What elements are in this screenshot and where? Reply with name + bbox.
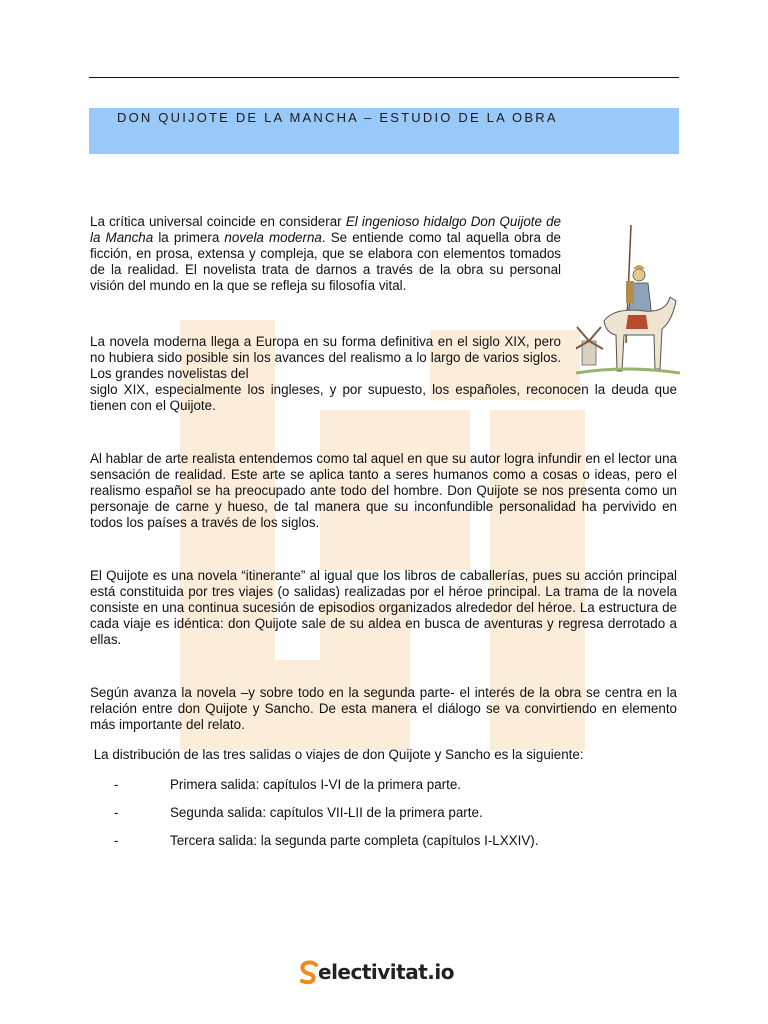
title-band <box>89 108 679 154</box>
paragraph-5: Según avanza la novela –y sobre todo en la segunda parte- el interés de la obra se centra en la relación entre don Quijote y Sancho. De esta manera el diálogo se va convirtiendo en elemento más importante del relato. <box>90 685 677 732</box>
salidas-list <box>90 777 677 861</box>
paragraph-3: Al hablar de arte realista entendemos como tal aquel en que su autor logra infundir en el lector una sensación de realidad. Este arte se aplica tanto a seres humanos como a cosas o ideas, pero el realismo español se ha preocupado ante todo del hombre. Don Quijote se nos presenta como un personaje de carne y hueso, de tal manera que su inconfundible personalidad ha pervivido en todos los países a través de los siglos. <box>90 451 677 530</box>
paragraph-6: La distribución de las tres salidas o viajes de don Quijote y Sancho es la siguiente: <box>90 747 584 762</box>
list-item-text: Primera salida: capítulos I-VI de la primera parte. <box>170 777 461 792</box>
page-title: DON QUIJOTE DE LA MANCHA – ESTUDIO DE LA OBRA <box>117 110 558 125</box>
paragraph-1-text-a: La crítica universal coincide en considerar <box>90 214 346 229</box>
list-bullet: - <box>114 833 119 848</box>
list-item <box>90 833 677 861</box>
book-title-italic: El ingenioso hidalgo Don Quijote de la Mancha <box>90 214 562 245</box>
logo-text: electivitat.io <box>318 960 454 984</box>
don-quijote-illustration <box>576 223 680 383</box>
selectivitat-s-mark-icon <box>298 959 320 985</box>
paragraph-4: El Quijote es una novela “itinerante” al igual que los libros de caballerías, pues su acción principal está constituida por tres viajes (o salidas) realizadas por el héroe principal. La trama de la novela consiste en una continua sucesión de episodios organizados alrededor del héroe. La estructura de cada viaje es idéntica: don Quijote sale de su aldea en busca de aventuras y regresa derrotado a ellas. <box>90 568 677 647</box>
list-item <box>90 777 677 805</box>
paragraph-2-wide: siglo XIX, especialmente los ingleses, y por supuesto, los españoles, reconocen la deuda que tienen con el Quijote. <box>90 382 677 413</box>
selectivitat-logo <box>298 957 473 987</box>
paragraph-1-text-b: la primera <box>153 230 225 245</box>
paragraph-2-narrow: La novela moderna llega a Europa en su forma definitiva en el siglo XIX, pero no hubiera sido posible sin los avances del realismo a lo largo de varios siglos. Los grandes novelistas del <box>90 334 561 381</box>
novela-moderna-italic: novela moderna <box>224 230 322 245</box>
paragraph-1-text-c: . Se entiende como tal aquella obra de ficción, en prosa, extensa y compleja, que se elabora con elementos tomados de la realidad. El novelista trata de darnos a través de la obra su personal visión del mundo en la que se refleja su filosofía vital. <box>90 230 561 293</box>
top-rule <box>89 77 679 78</box>
list-bullet: - <box>114 777 119 792</box>
paragraph-1 <box>90 214 561 294</box>
list-item-text: Segunda salida: capítulos VII-LII de la primera parte. <box>170 805 483 820</box>
list-item <box>90 805 677 833</box>
list-item-text: Tercera salida: la segunda parte completa (capítulos I-LXXIV). <box>170 833 539 848</box>
list-bullet: - <box>114 805 119 820</box>
